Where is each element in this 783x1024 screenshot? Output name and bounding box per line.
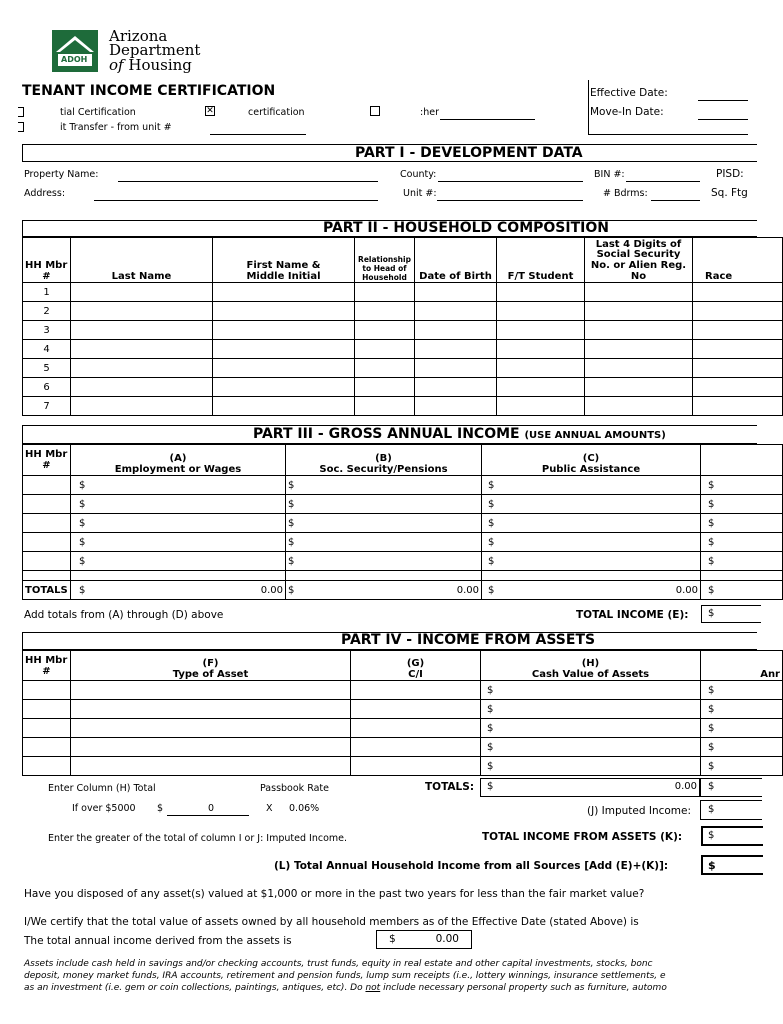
part1-title: PART I - DEVELOPMENT DATA [355, 145, 583, 161]
ft-student-cell[interactable] [497, 321, 585, 340]
race-cell[interactable] [693, 302, 783, 321]
total-income-e-label: TOTAL INCOME (E): [576, 609, 689, 621]
date-box-bottom [588, 134, 748, 135]
soc-security-header: (B) Soc. Security/Pensions [286, 445, 482, 476]
dob-cell[interactable] [415, 359, 497, 378]
table-row [23, 495, 783, 514]
first-name-cell[interactable] [213, 321, 355, 340]
ft-student-cell[interactable] [497, 283, 585, 302]
disposed-assets-question: Have you disposed of any asset(s) valued at $1,000 or more in the past two years for less than the fair market value? [24, 888, 645, 900]
first-name-cell[interactable] [213, 283, 355, 302]
ssn-cell[interactable] [585, 378, 693, 397]
agency-logo [50, 28, 210, 76]
effective-date-label: Effective Date: [590, 87, 668, 99]
annual-income-cell[interactable]: $ [701, 719, 783, 738]
sqft-label: Sq. Ftg [711, 187, 748, 199]
last-name-cell[interactable] [71, 302, 213, 321]
unit-field[interactable] [437, 200, 583, 201]
bin-label: BIN #: [594, 169, 625, 180]
race-header: Race [693, 238, 783, 283]
first-name-cell[interactable] [213, 359, 355, 378]
income-table [22, 444, 783, 600]
ssn-cell[interactable] [585, 359, 693, 378]
asset-type-cell[interactable] [71, 681, 351, 700]
relationship-cell[interactable] [355, 340, 415, 359]
unit-transfer-checkbox[interactable] [18, 122, 24, 132]
bin-field[interactable] [626, 181, 700, 182]
table-row [23, 476, 783, 495]
if-over-label: If over $5000 [72, 803, 136, 814]
hh-mbr-cell[interactable] [23, 700, 71, 719]
public-assistance-cell[interactable]: $ [482, 514, 701, 533]
relationship-cell[interactable] [355, 302, 415, 321]
cash-value-cell[interactable]: $ [481, 719, 701, 738]
ci-cell[interactable] [351, 700, 481, 719]
public-assistance-header: (C) Public Assistance [482, 445, 701, 476]
type-of-asset-header: (F) Type of Asset [71, 651, 351, 681]
hh-mbr-cell[interactable] [23, 738, 71, 757]
dob-cell[interactable] [415, 397, 497, 416]
hh-mbr-cell[interactable] [23, 495, 71, 514]
hh-mbr-cell[interactable] [23, 552, 71, 571]
ssn-cell[interactable] [585, 340, 693, 359]
assets-table [22, 650, 783, 776]
pisd-label: PISD: [716, 168, 744, 180]
bdrms-field[interactable] [651, 200, 700, 201]
transfer-unit-field[interactable] [210, 134, 306, 135]
move-in-date-label: Move-In Date: [590, 106, 664, 118]
other-income-cell[interactable]: $ [701, 476, 783, 495]
hh-mbr-cell[interactable] [23, 719, 71, 738]
property-name-field[interactable] [118, 181, 378, 182]
property-name-label: Property Name: [24, 169, 99, 180]
first-name-cell[interactable] [213, 302, 355, 321]
relationship-cell[interactable] [355, 321, 415, 340]
employment-header: (A) Employment or Wages [71, 445, 286, 476]
totals-label: TOTALS [23, 581, 71, 600]
footnote-line3: as an investment (i.e. gem or coin collections, paintings, antiques, etc). Do not include necessary personal property such as furniture, automo [24, 983, 667, 993]
asset-value-certification: I/We certify that the total value of assets owned by all household members as of the Effective Date (stated Above) is [24, 916, 639, 928]
totals-row [23, 581, 783, 600]
hh-mbr-cell[interactable] [23, 533, 71, 552]
row-number: 6 [23, 378, 71, 397]
cash-value-cell[interactable]: $ [481, 757, 701, 776]
county-field[interactable] [438, 181, 583, 182]
form-title: TENANT INCOME CERTIFICATION [22, 83, 276, 99]
total-assets-k-field[interactable]: $ [701, 826, 763, 846]
total-soc-security: $ 0.00 [286, 581, 482, 600]
ft-student-header: F/T Student [497, 238, 585, 283]
total-cash-value: $ 0.00 [480, 778, 700, 797]
total-income-e-field[interactable]: $ [701, 605, 761, 623]
first-name-cell[interactable] [213, 397, 355, 416]
passbook-rate-label: Passbook Rate [260, 783, 329, 794]
annual-income-cell[interactable]: $ [701, 738, 783, 757]
row-number: 2 [23, 302, 71, 321]
dob-cell[interactable] [415, 283, 497, 302]
relationship-header: Relationship to Head of Household [355, 238, 415, 283]
over-value: 0 [208, 803, 215, 814]
asset-type-cell[interactable] [71, 738, 351, 757]
ssn-cell[interactable] [585, 302, 693, 321]
dollar-sign: $ [157, 803, 164, 814]
total-annual-income: $ [700, 778, 762, 797]
race-cell[interactable] [693, 340, 783, 359]
part3-title: PART III - GROSS ANNUAL INCOME (USE ANNUAL AMOUNTS) [253, 426, 666, 442]
logo-badge: ADOH [61, 55, 88, 64]
table-row [23, 340, 783, 359]
add-totals-note: Add totals from (A) through (D) above [24, 609, 224, 621]
table-row [23, 700, 783, 719]
other-income-cell[interactable]: $ [701, 514, 783, 533]
relationship-cell[interactable] [355, 397, 415, 416]
total-l-label: (L) Total Annual Household Income from all Sources [Add (E)+(K)]: [274, 860, 669, 872]
footnote-line2: deposit, money market funds, IRA accounts, retirement and pension funds, lump sum receipts (i.e., lottery winnings, insurance settlements, e [24, 971, 666, 981]
address-label: Address: [24, 188, 66, 199]
logo-line3: of Housing [109, 56, 192, 74]
hh-mbr-header: HH Mbr # [23, 651, 71, 681]
hh-mbr-cell[interactable] [23, 514, 71, 533]
relationship-cell[interactable] [355, 378, 415, 397]
other-checkbox[interactable] [370, 106, 380, 116]
enter-col-h-note: Enter Column (H) Total [48, 783, 156, 794]
table-row [23, 738, 783, 757]
ssn-cell[interactable] [585, 397, 693, 416]
employment-cell[interactable]: $ [71, 514, 286, 533]
ft-student-cell[interactable] [497, 340, 585, 359]
ft-student-cell[interactable] [497, 302, 585, 321]
table-row [23, 397, 783, 416]
dob-cell[interactable] [415, 340, 497, 359]
soc-security-cell[interactable]: $ [286, 495, 482, 514]
employment-cell[interactable]: $ [71, 476, 286, 495]
public-assistance-cell[interactable]: $ [482, 533, 701, 552]
soc-security-cell[interactable]: $ [286, 552, 482, 571]
footnote-line1: Assets include cash held in savings and/or checking accounts, trust funds, equity in real estate and other capital investments, stocks, bonc [24, 959, 653, 969]
employment-cell[interactable]: $ [71, 552, 286, 571]
initial-cert-label: tial Certification [60, 107, 136, 118]
race-cell[interactable] [693, 378, 783, 397]
last-name-cell[interactable] [71, 359, 213, 378]
table-row [23, 514, 783, 533]
annual-income-cell[interactable]: $ [701, 681, 783, 700]
last-name-cell[interactable] [71, 397, 213, 416]
asset-income-statement: The total annual income derived from the assets is [24, 935, 292, 947]
household-table [22, 237, 783, 416]
recert-checkbox[interactable]: ✕ [206, 106, 214, 116]
asset-type-cell[interactable] [71, 719, 351, 738]
county-label: County: [400, 169, 437, 180]
other-income-cell[interactable]: $ [701, 495, 783, 514]
first-name-cell[interactable] [213, 378, 355, 397]
dob-cell[interactable] [415, 302, 497, 321]
cash-value-header: (H) Cash Value of Assets [481, 651, 701, 681]
race-cell[interactable] [693, 283, 783, 302]
initial-cert-checkbox[interactable] [18, 107, 24, 117]
ci-cell[interactable] [351, 757, 481, 776]
table-row [23, 283, 783, 302]
table-row [23, 321, 783, 340]
race-cell[interactable] [693, 397, 783, 416]
asset-income-value: $ 0.00 [376, 930, 472, 949]
greater-note: Enter the greater of the total of column I or J: Imputed Income. [48, 833, 347, 844]
effective-date-field[interactable] [698, 100, 748, 101]
logo-line2: Department [109, 41, 201, 59]
address-field[interactable] [94, 200, 378, 201]
soc-security-cell[interactable]: $ [286, 514, 482, 533]
asset-type-cell[interactable] [71, 700, 351, 719]
last-name-cell[interactable] [71, 340, 213, 359]
annual-income-header: Anr [701, 651, 783, 681]
last-name-header: Last Name [71, 238, 213, 283]
other-income-cell[interactable]: $ [701, 552, 783, 571]
hh-mbr-cell[interactable] [23, 681, 71, 700]
ssn-cell[interactable] [585, 283, 693, 302]
first-name-header: First Name & Middle Initial [213, 238, 355, 283]
other-label: :her [420, 107, 439, 118]
hh-mbr-header: HH Mbr # [23, 238, 71, 283]
recert-label: certification [248, 107, 305, 118]
other-field[interactable] [440, 119, 535, 120]
row-number: 4 [23, 340, 71, 359]
total-public-assistance: $ 0.00 [482, 581, 701, 600]
last-name-cell[interactable] [71, 283, 213, 302]
row-number: 1 [23, 283, 71, 302]
employment-cell[interactable]: $ [71, 495, 286, 514]
soc-security-cell[interactable]: $ [286, 476, 482, 495]
totals-label: TOTALS: [425, 781, 475, 793]
dob-header: Date of Birth [415, 238, 497, 283]
other-income-cell[interactable]: $ [701, 533, 783, 552]
other-income-header [701, 445, 783, 476]
hh-mbr-cell[interactable] [23, 476, 71, 495]
date-box-divider [588, 80, 589, 135]
part4-title: PART IV - INCOME FROM ASSETS [341, 632, 596, 648]
imputed-income-field[interactable]: $ [700, 800, 762, 820]
last-name-cell[interactable] [71, 321, 213, 340]
table-row [23, 359, 783, 378]
first-name-cell[interactable] [213, 340, 355, 359]
unit-transfer-label: it Transfer - from unit # [60, 122, 172, 133]
last-name-cell[interactable] [71, 378, 213, 397]
annual-income-cell[interactable]: $ [701, 700, 783, 719]
table-row [23, 719, 783, 738]
hh-mbr-header: HH Mbr # [23, 445, 71, 476]
house-logo-icon [50, 28, 100, 74]
asset-type-cell[interactable] [71, 757, 351, 776]
ssn-cell[interactable] [585, 321, 693, 340]
hh-mbr-cell[interactable] [23, 757, 71, 776]
total-l-field[interactable]: $ [701, 855, 763, 875]
total-employment: $ 0.00 [71, 581, 286, 600]
relationship-cell[interactable] [355, 283, 415, 302]
public-assistance-cell[interactable]: $ [482, 552, 701, 571]
table-row [23, 681, 783, 700]
ci-cell[interactable] [351, 738, 481, 757]
row-number: 3 [23, 321, 71, 340]
ci-cell[interactable] [351, 681, 481, 700]
race-cell[interactable] [693, 321, 783, 340]
table-row [23, 378, 783, 397]
public-assistance-cell[interactable]: $ [482, 495, 701, 514]
soc-security-cell[interactable]: $ [286, 533, 482, 552]
public-assistance-cell[interactable]: $ [482, 476, 701, 495]
total-other: $ [701, 581, 783, 600]
dob-cell[interactable] [415, 321, 497, 340]
total-assets-k-label: TOTAL INCOME FROM ASSETS (K): [482, 831, 683, 843]
ci-cell[interactable] [351, 719, 481, 738]
table-row [23, 552, 783, 571]
annual-income-cell[interactable]: $ [701, 757, 783, 776]
cash-value-cell[interactable]: $ [481, 700, 701, 719]
ft-student-cell[interactable] [497, 359, 585, 378]
part2-title: PART II - HOUSEHOLD COMPOSITION [323, 220, 609, 236]
row-number: 5 [23, 359, 71, 378]
table-row [23, 757, 783, 776]
move-in-date-field[interactable] [698, 119, 748, 120]
ssn-header: Last 4 Digits of Social Security No. or Alien Reg. No [585, 238, 693, 283]
ft-student-cell[interactable] [497, 397, 585, 416]
over-value-field[interactable] [167, 815, 249, 816]
ci-header: (G) C/I [351, 651, 481, 681]
race-cell[interactable] [693, 359, 783, 378]
row-number: 7 [23, 397, 71, 416]
table-row [23, 533, 783, 552]
cash-value-cell[interactable]: $ [481, 738, 701, 757]
cash-value-cell[interactable]: $ [481, 681, 701, 700]
bdrms-label: # Bdrms: [603, 188, 648, 199]
passbook-rate-value: 0.06% [289, 803, 320, 814]
dob-cell[interactable] [415, 378, 497, 397]
logo-line1: Arizona [109, 27, 168, 45]
times-sign: X [266, 803, 273, 814]
ft-student-cell[interactable] [497, 378, 585, 397]
relationship-cell[interactable] [355, 359, 415, 378]
unit-label: Unit #: [403, 188, 437, 199]
table-row [23, 302, 783, 321]
employment-cell[interactable]: $ [71, 533, 286, 552]
imputed-income-label: (J) Imputed Income: [587, 805, 692, 817]
